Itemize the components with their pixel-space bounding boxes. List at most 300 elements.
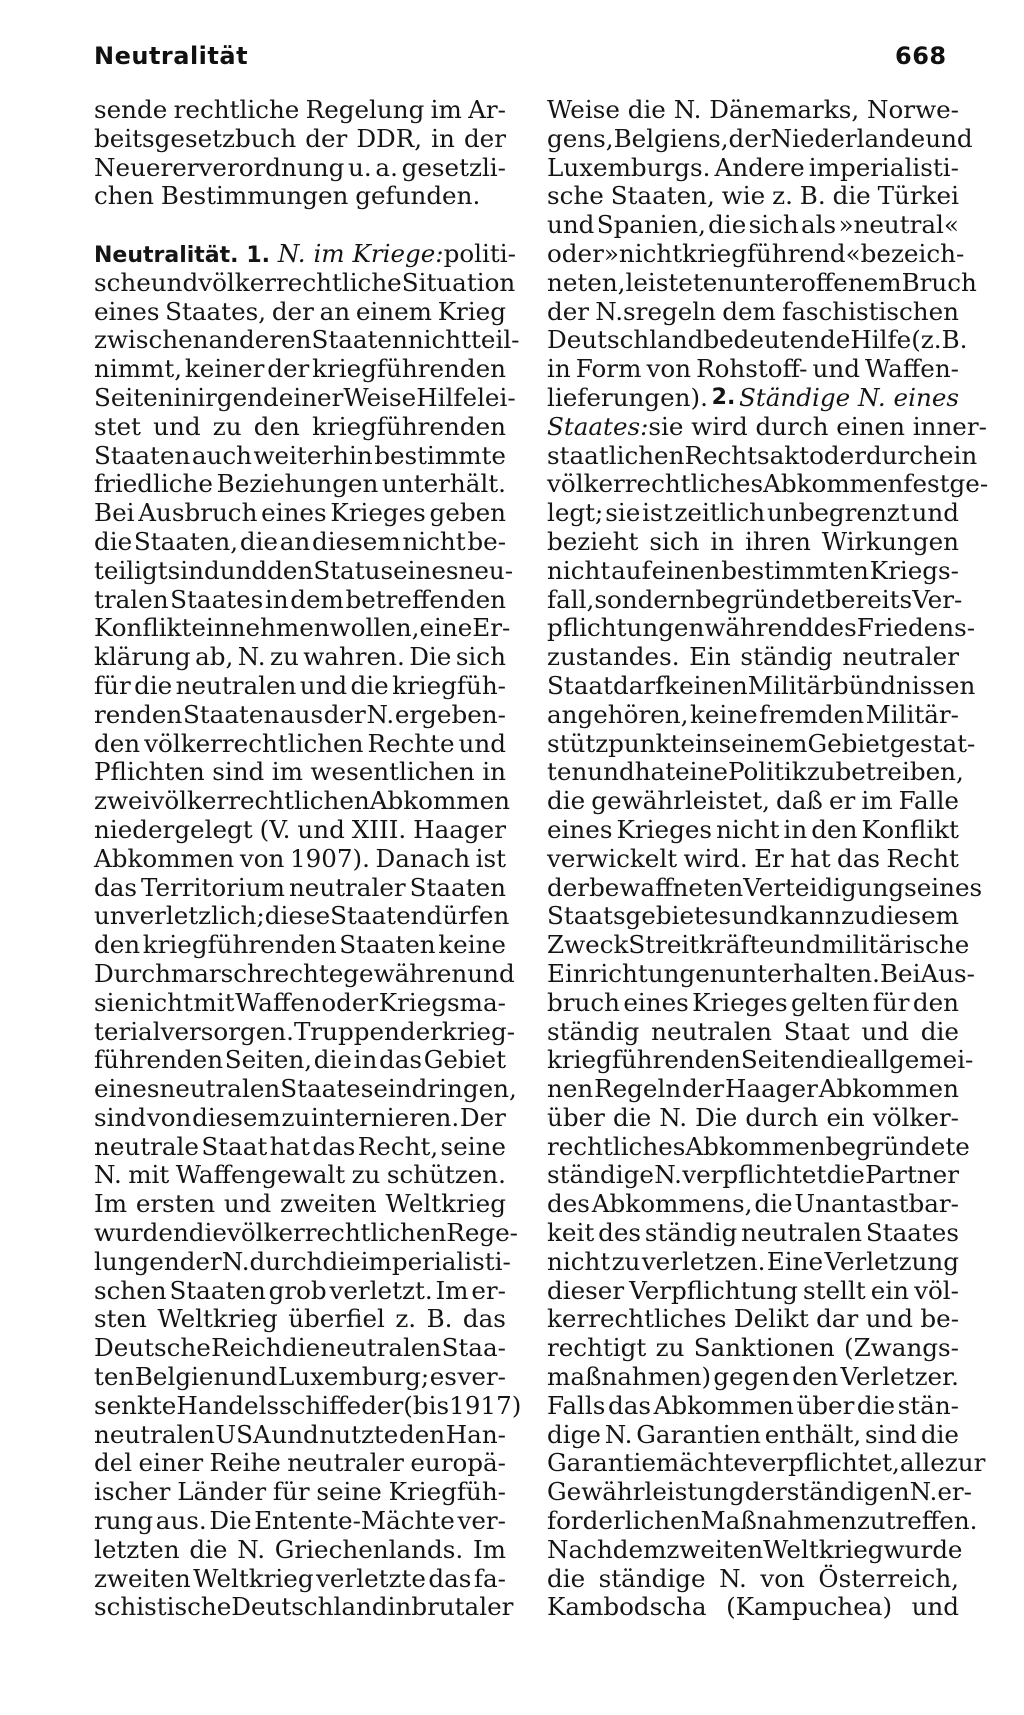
word: nicht xyxy=(129,987,193,1017)
word: del xyxy=(94,1448,133,1478)
word: für xyxy=(94,670,131,700)
text-line xyxy=(94,613,511,643)
word: Österreich, xyxy=(818,1563,959,1593)
text-line xyxy=(94,701,506,730)
text-line xyxy=(94,125,506,154)
word: neutralen xyxy=(651,1016,772,1046)
word: sende xyxy=(94,95,168,124)
word: Bei xyxy=(94,498,135,528)
text-line xyxy=(94,1046,506,1075)
text-line xyxy=(94,989,506,1018)
text-line xyxy=(547,902,959,931)
text-line xyxy=(547,989,959,1018)
word: bedeutende xyxy=(703,325,851,355)
text-line xyxy=(547,787,959,816)
word: verletzen. xyxy=(641,1246,766,1276)
word: Abkommen xyxy=(369,786,511,816)
word: zu xyxy=(841,901,870,931)
word: Weltkrieg xyxy=(193,1563,314,1593)
text-line xyxy=(547,670,976,701)
word: aus xyxy=(279,699,324,729)
word: und xyxy=(223,1189,272,1219)
word: Abkommen xyxy=(685,1131,826,1161)
word: gestat- xyxy=(889,728,976,758)
word: Danach xyxy=(375,843,471,873)
word: Status xyxy=(313,555,394,585)
word: neutralen xyxy=(94,1419,215,1449)
word: den xyxy=(398,1419,446,1449)
word: die xyxy=(94,526,133,556)
word: teiligt xyxy=(94,555,168,585)
word: Staaten, xyxy=(133,526,239,556)
word: Luxemburg; xyxy=(277,1362,430,1392)
word: (Kampuchea) xyxy=(726,1592,893,1622)
left-column xyxy=(94,95,522,1622)
word: das xyxy=(312,1131,356,1161)
entry-first-line xyxy=(94,238,516,269)
word: in xyxy=(353,1045,378,1075)
word: Staaten xyxy=(409,872,506,902)
text-line xyxy=(547,958,975,989)
word: faschistischen xyxy=(782,296,959,326)
word: das xyxy=(462,1304,506,1334)
word: und xyxy=(911,498,959,528)
word: kriegführenden xyxy=(142,930,337,960)
text-line xyxy=(94,154,506,183)
word: Reich xyxy=(211,1333,282,1363)
text-line xyxy=(547,469,989,499)
word: und xyxy=(812,354,860,384)
word: Delikt xyxy=(733,1304,809,1334)
word: zeitlich xyxy=(674,498,766,528)
word: die xyxy=(920,1016,959,1046)
word: (z. xyxy=(911,325,942,355)
word: Haager xyxy=(413,814,506,844)
word: Seiten xyxy=(94,382,174,412)
word: eines xyxy=(623,987,689,1017)
word: wurde xyxy=(883,1534,963,1564)
entry-body xyxy=(94,267,522,1622)
word: Staatsgebietes xyxy=(547,901,732,931)
word: 1907). xyxy=(289,843,370,873)
section-title-continued: Staates: xyxy=(547,411,649,441)
text-line xyxy=(547,816,959,845)
text-fragment: politi- xyxy=(443,238,516,268)
word: Verpflichtung xyxy=(629,1275,798,1305)
word: an xyxy=(279,526,311,556)
text-fragment: sie wird durch einen inner- xyxy=(648,411,987,441)
text-line xyxy=(547,123,973,154)
word: Staat xyxy=(201,1131,268,1161)
word: eines xyxy=(94,296,160,326)
word: neutralen xyxy=(159,1074,281,1104)
word: Entente-Mächte xyxy=(254,1506,455,1536)
word: des xyxy=(598,1218,642,1248)
word: diesem xyxy=(870,901,959,931)
word: Kriegfüh- xyxy=(388,1477,506,1507)
text-line xyxy=(94,1277,506,1306)
word: der xyxy=(323,699,366,729)
text-line xyxy=(94,586,506,615)
word: pflichtungen xyxy=(547,613,705,643)
word: die xyxy=(754,1189,793,1219)
word: seinem xyxy=(718,728,808,758)
word: nicht xyxy=(547,1246,611,1276)
word: Einrichtungen xyxy=(547,958,726,988)
word: Luxemburgs. xyxy=(547,152,711,182)
word: Maßnahmen xyxy=(700,1506,857,1536)
word: begründet xyxy=(695,584,826,614)
text-line xyxy=(547,643,959,672)
word: rung xyxy=(94,1506,154,1536)
word: senkte xyxy=(94,1390,177,1420)
word: schützen. xyxy=(386,1160,506,1190)
word: (bis xyxy=(403,1390,450,1420)
section-2-start-line xyxy=(547,384,959,413)
word: zu xyxy=(856,1506,886,1536)
word: Militär- xyxy=(865,699,959,729)
word: während xyxy=(704,613,814,643)
word: schistische xyxy=(94,1592,232,1622)
section-number: 2. xyxy=(711,384,736,410)
word: zweiten xyxy=(666,1534,764,1564)
word: Form xyxy=(575,354,642,384)
text-line xyxy=(547,584,963,615)
word: Der xyxy=(459,1102,506,1132)
word: zweiten xyxy=(280,1189,377,1219)
word: Staaten xyxy=(339,930,436,960)
word: N. xyxy=(673,95,702,124)
word: auf xyxy=(611,555,651,585)
word: »nichtkriegführend« xyxy=(603,238,861,268)
word: Hilfe xyxy=(416,382,478,412)
word: N. xyxy=(237,1534,266,1564)
word: Belgien xyxy=(134,1362,230,1392)
word: unter xyxy=(733,267,801,297)
word: Deutschland xyxy=(547,325,704,355)
word: unverletzlich; xyxy=(94,901,265,931)
word: eine xyxy=(419,613,473,643)
word: Verletzung xyxy=(824,1246,959,1276)
word: bereits xyxy=(825,584,913,614)
word: imperialisti- xyxy=(808,152,959,182)
word: wie xyxy=(721,181,766,211)
word: Regeln xyxy=(594,1074,682,1104)
word: B. xyxy=(426,1304,453,1334)
word: Krieges xyxy=(330,498,426,528)
word: eines xyxy=(393,555,459,585)
word: Weltkrieg xyxy=(763,1534,884,1564)
word: sich xyxy=(455,642,506,672)
text-line xyxy=(94,758,506,787)
word: Er- xyxy=(472,613,511,643)
word: ist xyxy=(642,498,673,528)
word: friedliche xyxy=(94,469,213,499)
word: Gewährleistung xyxy=(547,1477,745,1507)
word: fa- xyxy=(473,1563,506,1593)
word: die xyxy=(856,1390,896,1420)
word: und xyxy=(271,1419,319,1449)
word: seine xyxy=(316,1477,382,1507)
word: ihren xyxy=(745,526,811,556)
word: terial xyxy=(94,1016,161,1046)
word: kriegführenden xyxy=(312,354,506,384)
word: diesem xyxy=(312,526,401,556)
word: diese xyxy=(264,901,331,931)
word: Abkommen xyxy=(818,1074,959,1104)
word: niedergelegt xyxy=(94,814,253,844)
word: kerrechtliches xyxy=(547,1304,727,1334)
word: wahren. xyxy=(303,642,405,672)
word: zustandes. xyxy=(547,642,680,672)
word: unterhält. xyxy=(382,469,506,499)
word: ver- xyxy=(457,1506,506,1536)
word: Krieges xyxy=(616,814,713,844)
word: in xyxy=(387,1592,412,1622)
word: a. xyxy=(375,152,398,182)
word: B. xyxy=(799,181,826,211)
word: keine xyxy=(438,930,506,960)
word: ver- xyxy=(457,1362,506,1392)
text-line xyxy=(94,1190,506,1219)
word: Staat xyxy=(547,670,613,700)
word: Staaten xyxy=(311,325,408,355)
text-line xyxy=(547,1421,959,1450)
text-line xyxy=(547,499,959,528)
word: und xyxy=(297,814,345,844)
word: Niederlande xyxy=(770,123,926,153)
word: die xyxy=(188,1218,227,1248)
word: mit xyxy=(193,987,235,1017)
word: Neuererverordnung xyxy=(94,152,345,182)
word: sind xyxy=(167,555,220,585)
text-line xyxy=(547,1448,986,1478)
word: Spanien, xyxy=(596,210,706,240)
word: Militärbündnissen xyxy=(747,670,976,700)
text-line xyxy=(94,1536,506,1565)
word: N. xyxy=(94,1160,122,1190)
word: und xyxy=(458,728,506,758)
word: Kriegs- xyxy=(869,555,959,585)
word: Weltkrieg xyxy=(385,1189,506,1219)
word: Seiten xyxy=(740,1045,821,1075)
word: das xyxy=(379,1045,423,1075)
running-head-title: Neutralität xyxy=(94,42,249,70)
text-line xyxy=(94,1449,506,1478)
word: über xyxy=(796,1390,855,1420)
word: in xyxy=(710,526,735,556)
word: Bei xyxy=(879,958,921,988)
word: und xyxy=(587,757,635,787)
word: Waffen xyxy=(235,987,321,1017)
word: europä- xyxy=(410,1448,506,1478)
text-line xyxy=(547,1305,959,1334)
word: Weltkrieg xyxy=(157,1304,278,1334)
word: Staaten xyxy=(169,1275,266,1305)
word: ten xyxy=(547,757,588,787)
word: chen xyxy=(94,181,155,211)
text-line xyxy=(547,182,959,211)
text-line xyxy=(547,440,978,471)
word: zu xyxy=(269,642,299,672)
word: eines xyxy=(94,1074,160,1104)
text-line xyxy=(547,1219,959,1248)
word: über xyxy=(547,1102,605,1132)
word: N. xyxy=(237,642,266,672)
word: wird. xyxy=(683,843,748,873)
text-line xyxy=(547,1131,970,1162)
word: nicht xyxy=(547,555,611,585)
word: zu xyxy=(611,1246,641,1276)
word: und xyxy=(925,123,973,153)
word: in xyxy=(482,757,506,787)
word: völker- xyxy=(872,1102,959,1132)
text-line xyxy=(94,901,510,931)
text-line xyxy=(94,382,516,413)
word: gewährleistet, xyxy=(591,786,770,816)
word: Ar- xyxy=(468,95,506,124)
word: Staates xyxy=(170,584,264,614)
word: eines xyxy=(547,814,613,844)
word: Kambodscha xyxy=(547,1592,707,1622)
word: lungen xyxy=(94,1246,180,1276)
word: dieser xyxy=(547,1275,625,1305)
text-fragment: lieferungen). xyxy=(547,382,708,412)
word: Falle xyxy=(898,786,959,816)
word: eindringen, xyxy=(373,1074,517,1104)
word: schen xyxy=(94,1275,167,1305)
word: ein xyxy=(938,440,978,470)
word: weiterhin xyxy=(253,440,373,470)
word: N. xyxy=(719,1563,747,1593)
text-line xyxy=(547,211,959,240)
text-line xyxy=(94,931,506,960)
word: Dänemarks, xyxy=(709,95,860,124)
word: N. xyxy=(604,1419,633,1449)
word: und xyxy=(150,267,199,297)
word: festge- xyxy=(903,469,989,499)
word: die xyxy=(281,1333,321,1363)
word: Konflikt xyxy=(861,814,959,844)
word: Andere xyxy=(714,152,805,182)
text-line xyxy=(547,355,959,384)
word: Gebiet xyxy=(807,728,890,758)
word: versorgen. xyxy=(160,1016,294,1046)
word: neutralen xyxy=(320,1333,442,1363)
word: Staaten xyxy=(94,440,191,470)
word: Verteidigung xyxy=(743,872,905,902)
word: staatlichen xyxy=(547,440,685,470)
word: Falls xyxy=(547,1390,606,1420)
word: verletzte xyxy=(316,1563,426,1593)
word: teil- xyxy=(471,325,520,355)
word: neutrale xyxy=(94,1131,199,1161)
word: Deutschland xyxy=(231,1592,388,1622)
text-line xyxy=(547,1593,959,1622)
section-2-body xyxy=(547,440,989,1623)
word: alle xyxy=(899,1448,945,1478)
word: als xyxy=(801,210,837,240)
word: USA xyxy=(215,1419,271,1449)
word: des xyxy=(547,1189,590,1219)
word: Waffengewalt xyxy=(175,1160,346,1190)
word: wollen, xyxy=(329,613,420,643)
word: diesem xyxy=(192,1102,281,1132)
word: ein xyxy=(870,1275,909,1305)
word: bestimmten xyxy=(721,555,869,585)
text-line xyxy=(547,298,959,327)
text-line xyxy=(547,1075,959,1104)
word: maßnahmen) xyxy=(547,1362,712,1392)
word: Hilfe xyxy=(850,325,912,355)
word: betreiben, xyxy=(835,757,964,787)
word: neutralen xyxy=(175,670,297,700)
word: forderlichen xyxy=(547,1506,701,1536)
word: sind xyxy=(212,757,265,787)
text-line xyxy=(94,470,506,499)
word: zweiten xyxy=(94,1563,191,1593)
word: dem xyxy=(722,296,776,326)
word: führenden xyxy=(94,1045,224,1075)
word: treffen. xyxy=(885,1506,978,1536)
text-line xyxy=(547,1018,959,1047)
word: und xyxy=(467,958,515,988)
word: die xyxy=(832,181,871,211)
word: die xyxy=(134,670,173,700)
text-line xyxy=(547,1392,959,1421)
word: wurden xyxy=(94,1218,189,1248)
word: der xyxy=(728,123,771,153)
word: militärische xyxy=(821,930,970,960)
word: darf xyxy=(612,670,665,700)
word: mit xyxy=(128,1160,170,1190)
word: und xyxy=(911,1592,959,1622)
word: irgendeiner xyxy=(197,382,344,412)
word: Regelung xyxy=(305,95,425,124)
word: dem xyxy=(290,584,344,614)
text-line xyxy=(94,182,506,211)
text-line xyxy=(547,701,959,730)
word: der xyxy=(267,354,310,384)
text-line xyxy=(94,298,506,327)
word: und xyxy=(731,901,779,931)
word: Friedens- xyxy=(856,613,976,643)
word: gewähren xyxy=(343,958,468,988)
word: das xyxy=(94,872,138,902)
word: Handelsschiffe xyxy=(176,1390,362,1420)
word: nen xyxy=(547,1074,594,1104)
word: Reihe xyxy=(209,1448,281,1478)
word: der xyxy=(547,872,590,902)
text-line xyxy=(94,958,515,989)
word: die xyxy=(239,526,278,556)
word: fremden xyxy=(759,699,865,729)
word: Belgiens, xyxy=(613,123,729,153)
word: oder xyxy=(547,238,604,268)
word: einnehmen xyxy=(191,613,330,643)
word: der xyxy=(305,123,348,153)
word: er- xyxy=(937,1477,972,1507)
word: Er xyxy=(754,843,784,873)
word: von xyxy=(146,1102,192,1132)
word: sind xyxy=(864,1419,918,1449)
word: Waffen- xyxy=(865,354,959,384)
word: hat xyxy=(790,843,831,873)
text-line xyxy=(94,1363,506,1392)
word: zu xyxy=(655,1333,685,1363)
word: der xyxy=(682,1074,725,1104)
word: ständigen xyxy=(786,1477,910,1507)
